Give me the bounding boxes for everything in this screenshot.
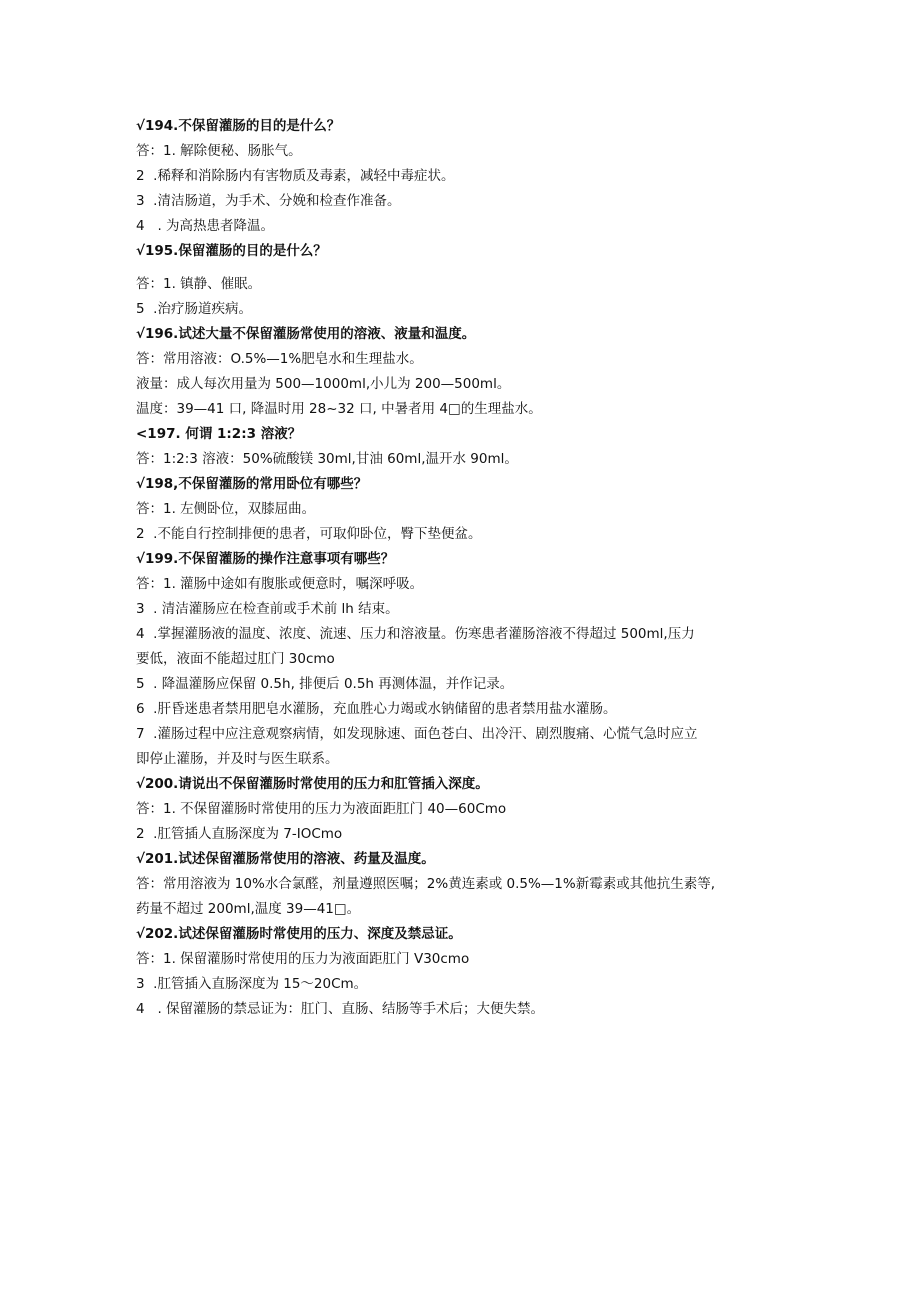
answer-line: 答：1. 灌肠中途如有腹胀或便意时，嘱深呼吸。: [136, 576, 424, 592]
question-196: √196.试述大量不保留灌肠常使用的溶液、液量和温度。: [136, 326, 476, 342]
answer-line: 温度：39—41 口, 降温时用 28~32 口, 中暑者用 4□的生理盐水。: [136, 401, 542, 417]
answer-line: 4 .掌握灌肠液的温度、浓度、流速、压力和溶液量。伤寒患者灌肠溶液不得超过 500ml,压力: [136, 626, 695, 642]
answer-line: 5 . 降温灌肠应保留 0.5h, 排便后 0.5h 再测体温，并作记录。: [136, 676, 514, 692]
answer-line: 答：1. 解除便秘、肠胀气。: [136, 143, 302, 159]
answer-line: 2 .不能自行控制排便的患者，可取仰卧位，臀下垫便盆。: [136, 526, 482, 542]
question-201: √201.试述保留灌肠常使用的溶液、药量及温度。: [136, 851, 435, 867]
question-200: √200.请说出不保留灌肠时常使用的压力和肛管插入深度。: [136, 776, 489, 792]
question-194: √194.不保留灌肠的目的是什么？: [136, 118, 341, 134]
answer-line: 2 .稀释和消除肠内有害物质及毒素，减轻中毒症状。: [136, 168, 455, 184]
answer-line: 3 .清洁肠道，为手术、分娩和检查作准备。: [136, 193, 401, 209]
answer-line: 5 .治疗肠道疾病。: [136, 301, 252, 317]
answer-line: 答：1. 左侧卧位，双膝屈曲。: [136, 501, 316, 517]
answer-line: 2 .肛管插人直肠深度为 7-IOCmo: [136, 826, 343, 842]
question-199: √199.不保留灌肠的操作注意事项有哪些？: [136, 551, 395, 567]
answer-line: 答：常用溶液：O.5%—1%肥皂水和生理盐水。: [136, 351, 423, 367]
answer-line: 7 .灌肠过程中应注意观察病情，如发现脉速、面色苍白、出冷汗、剧烈腹痛、心慌气急时应立: [136, 726, 698, 742]
answer-line: 液量：成人每次用量为 500—1000ml,小儿为 200—500ml。: [136, 376, 511, 392]
question-197: <197. 何谓 1:2:3 溶液？: [136, 426, 302, 442]
answer-line: 3 .肛管插入直肠深度为 15～20Cm。: [136, 976, 368, 992]
answer-line: 答：1. 镇静、催眠。: [136, 276, 262, 292]
answer-line: 4 . 保留灌肠的禁忌证为：肛门、直肠、结肠等手术后；大便失禁。: [136, 1001, 545, 1017]
answer-line: 药量不超过 200ml,温度 39—41□。: [136, 901, 361, 917]
question-198: √198,不保留灌肠的常用卧位有哪些？: [136, 476, 368, 492]
answer-line: 答：1:2:3 溶液：50%硫酸镁 30ml,甘油 60ml,温开水 90ml。: [136, 451, 518, 467]
answer-line: 答：常用溶液为 10%水合氯醛，剂量遵照医嘱；2%黄连素或 0.5%—1%新霉素或其他抗生素等,: [136, 876, 716, 892]
answer-line: 6 .肝昏迷患者禁用肥皂水灌肠，充血胜心力竭或水钠储留的患者禁用盐水灌肠。: [136, 701, 617, 717]
answer-line: 即停止灌肠，并及时与医生联系。: [136, 751, 339, 767]
answer-line: 3 . 清洁灌肠应在检查前或手术前 lh 结束。: [136, 601, 399, 617]
answer-line: 要低，液面不能超过肛门 30cmo: [136, 651, 335, 667]
question-195: √195.保留灌肠的目的是什么？: [136, 243, 327, 259]
answer-line: 4 . 为高热患者降温。: [136, 218, 275, 234]
document-body: [136, 114, 786, 1022]
answer-line: 答：1. 不保留灌肠时常使用的压力为液面距肛门 40—60Cmo: [136, 801, 507, 817]
answer-line: 答：1. 保留灌肠时常使用的压力为液面距肛门 V30cmo: [136, 951, 470, 967]
question-202: √202.试述保留灌肠时常使用的压力、深度及禁忌证。: [136, 926, 462, 942]
